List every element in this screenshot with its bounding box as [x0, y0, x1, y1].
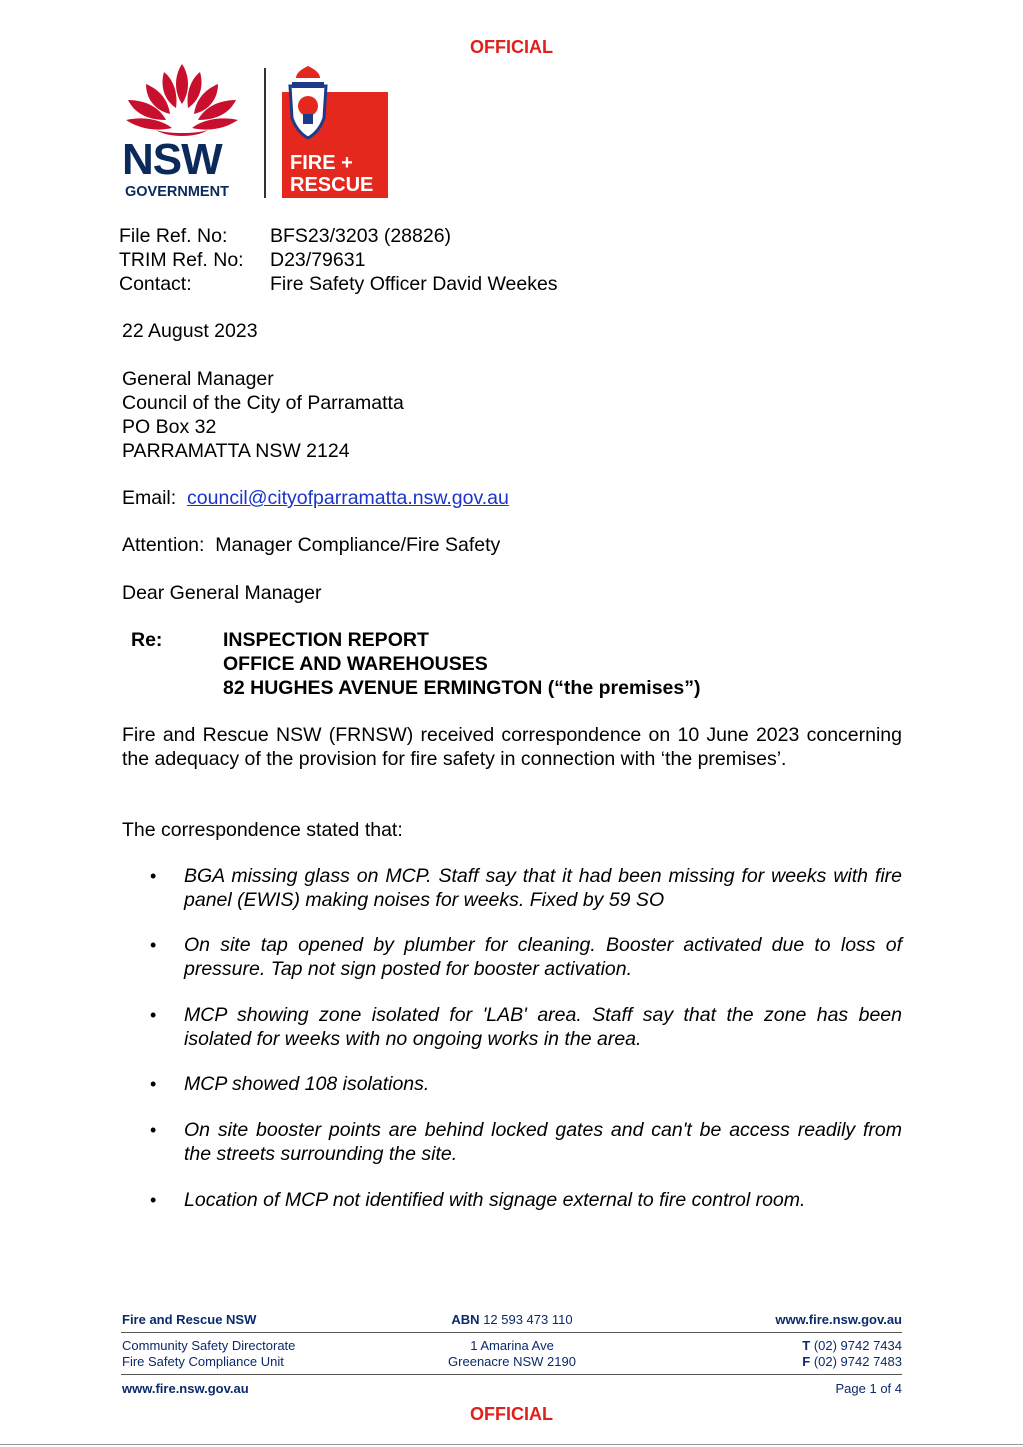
email-label: Email:	[122, 487, 177, 509]
contact-label: Contact:	[119, 273, 192, 295]
contact-value: Fire Safety Officer David Weekes	[270, 273, 558, 295]
fire-wordmark: FIRE +	[290, 152, 353, 174]
subject-line: INSPECTION REPORT	[223, 629, 429, 651]
footer-org: Fire and Rescue NSW	[122, 1312, 257, 1327]
waratah-icon	[126, 64, 238, 136]
nsw-waratah-logo	[120, 62, 400, 204]
list-item: MCP showed 108 isolations.	[184, 1073, 430, 1095]
list-item: On site tap opened by plumber for cleaning. Booster activated due to loss of pressure. Tap not sign posted for booster activation.	[184, 934, 902, 980]
trim-ref-value: D23/79631	[270, 249, 366, 271]
footer-fax: F (02) 9742 7483	[802, 1354, 902, 1369]
nsw-wordmark: NSW	[122, 135, 222, 184]
list-item: On site booster points are behind locked gates and can't be access readily from the streets surrounding the site.	[184, 1119, 902, 1165]
recipient-line: PARRAMATTA NSW 2124	[122, 440, 350, 462]
recipient-line: Council of the City of Parramatta	[122, 392, 404, 414]
body-paragraph: Fire and Rescue NSW (FRNSW) received correspondence on 10 June 2023 concerning the adequacy of the provision for fire safety in connection with ‘the premises’.	[122, 724, 902, 770]
footer-street: 1 Amarina Ave	[470, 1338, 554, 1353]
page-edge	[0, 1444, 1023, 1445]
bullet-glyph: •	[150, 1120, 157, 1140]
frnsw-crest-icon	[290, 66, 326, 138]
footer-divider	[121, 1374, 902, 1375]
bullet-glyph: •	[150, 935, 157, 955]
abn-value: 12 593 473 110	[483, 1312, 573, 1327]
footer-phone: T (02) 9742 7434	[802, 1338, 902, 1353]
list-item: Location of MCP not identified with signage external to fire control room.	[184, 1189, 806, 1211]
government-wordmark: GOVERNMENT	[125, 184, 229, 200]
file-ref-label: File Ref. No:	[119, 225, 228, 247]
footer-abn	[412, 1312, 612, 1328]
list-item: BGA missing glass on MCP. Staff say that it had been missing for weeks with fire panel (EWIS) making noises for weeks. Fixed by 59 SO	[184, 865, 902, 911]
subject-line: OFFICE AND WAREHOUSES	[223, 653, 488, 675]
email-link[interactable]: council@cityofparramatta.nsw.gov.au	[187, 487, 509, 509]
page-number: Page 1 of 4	[835, 1381, 902, 1396]
recipient-line: PO Box 32	[122, 416, 217, 438]
recipient-line: General Manager	[122, 368, 274, 390]
footer-directorate: Community Safety Directorate	[122, 1338, 296, 1353]
list-item: MCP showing zone isolated for 'LAB' area. Staff say that the zone has been isolated for weeks with no ongoing works in the area.	[184, 1004, 902, 1050]
attention-line: Attention: Manager Compliance/Fire Safety	[122, 534, 501, 556]
footer-divider	[121, 1332, 902, 1333]
logo-block	[120, 62, 400, 204]
bullet-glyph: •	[150, 866, 157, 886]
file-ref-value: BFS23/3203 (28826)	[270, 225, 452, 247]
email-row	[122, 486, 509, 510]
classification-footer: OFFICIAL	[470, 1404, 553, 1424]
footer-website-top[interactable]: www.fire.nsw.gov.au	[775, 1312, 902, 1327]
subject-line: 82 HUGHES AVENUE ERMINGTON (“the premises”)	[223, 677, 701, 699]
footer-website-bottom[interactable]: www.fire.nsw.gov.au	[122, 1381, 249, 1396]
bullet-glyph: •	[150, 1074, 157, 1094]
letter-date: 22 August 2023	[122, 320, 258, 342]
rescue-wordmark: RESCUE	[290, 174, 374, 196]
classification-header: OFFICIAL	[470, 37, 553, 57]
body-paragraph: The correspondence stated that:	[122, 819, 403, 841]
abn-label: ABN	[451, 1312, 480, 1327]
subject-label: Re:	[131, 629, 163, 651]
bullet-glyph: •	[150, 1190, 157, 1210]
footer-unit: Fire Safety Compliance Unit	[122, 1354, 284, 1369]
trim-ref-label: TRIM Ref. No:	[119, 249, 244, 271]
salutation: Dear General Manager	[122, 582, 322, 604]
logo-divider	[264, 68, 266, 198]
bullet-glyph: •	[150, 1005, 157, 1025]
footer-suburb: Greenacre NSW 2190	[448, 1354, 576, 1369]
